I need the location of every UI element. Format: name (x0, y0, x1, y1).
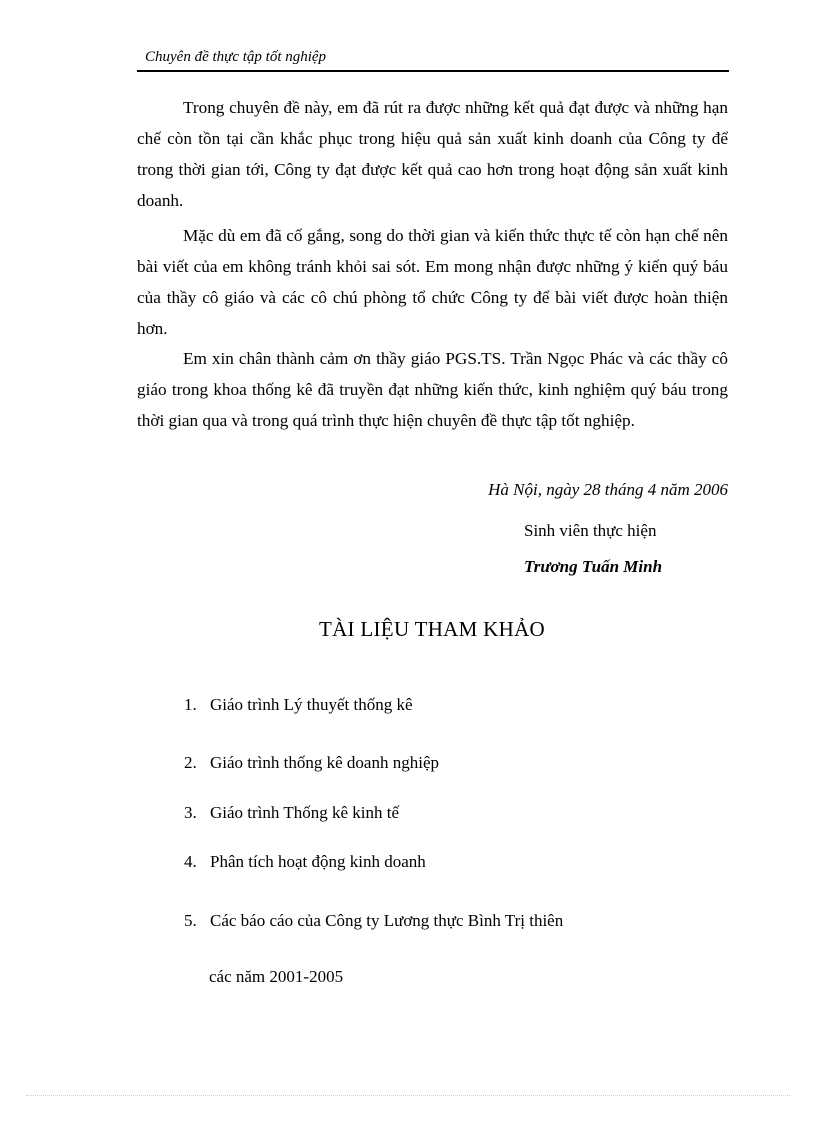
body-paragraph: Em xin chân thành cảm ơn thầy giáo PGS.TS. Trần Ngọc Phác và các thầy cô giáo trong khoa thống kê đã truyền đạt những kiến thức, kinh nghiệm quý báu trong thời gian qua và trong quá trình thực hiện chuyên đề thực tập tốt nghiệp. (137, 349, 728, 430)
signature-date: Hà Nội, ngày 28 tháng 4 năm 2006 (488, 480, 728, 499)
body-paragraph: Mặc dù em đã cố gắng, song do thời gian và kiến thức thực tế còn hạn chế nên bài viết của em không tránh khỏi sai sót. Em mong nhận được những ý kiến quý báu của thầy cô giáo và các cô chú phòng tổ chức Công ty để bài viết được hoàn thiện hơn. (137, 226, 728, 338)
body-paragraph: Trong chuyên đề này, em đã rút ra được những kết quả đạt được và những hạn chế còn tồn tại cần khắc phục trong hiệu quả sản xuất kinh doanh của Công ty để trong thời gian tới, Công ty đạt được kết quả cao hơn trong hoạt động sản xuất kinh doanh. (137, 98, 728, 210)
reference-number: 2. (184, 753, 197, 772)
reference-continuation: các năm 2001-2005 (209, 967, 344, 986)
header-title: Chuyên đề thực tập tốt nghiệp (145, 49, 327, 65)
reference-text: Phân tích hoạt động kinh doanh (210, 852, 426, 871)
references-heading: TÀI LIỆU THAM KHẢO (318, 617, 546, 641)
signer-role: Sinh viên thực hiện (524, 521, 657, 540)
signer-name: Trương Tuấn Minh (524, 557, 663, 576)
reference-text: Giáo trình Lý thuyết thống kê (210, 695, 413, 714)
reference-text: Các báo cáo của Công ty Lương thực Bình Trị thiên (210, 911, 564, 930)
page-header (137, 46, 729, 72)
reference-number: 1. (184, 695, 197, 714)
reference-text: Giáo trình thống kê doanh nghiệp (210, 753, 439, 772)
footer-divider (26, 1095, 790, 1096)
reference-number: 5. (184, 911, 197, 930)
reference-number: 3. (184, 803, 197, 822)
reference-text: Giáo trình Thống kê kinh tế (210, 803, 400, 822)
reference-number: 4. (184, 852, 197, 871)
